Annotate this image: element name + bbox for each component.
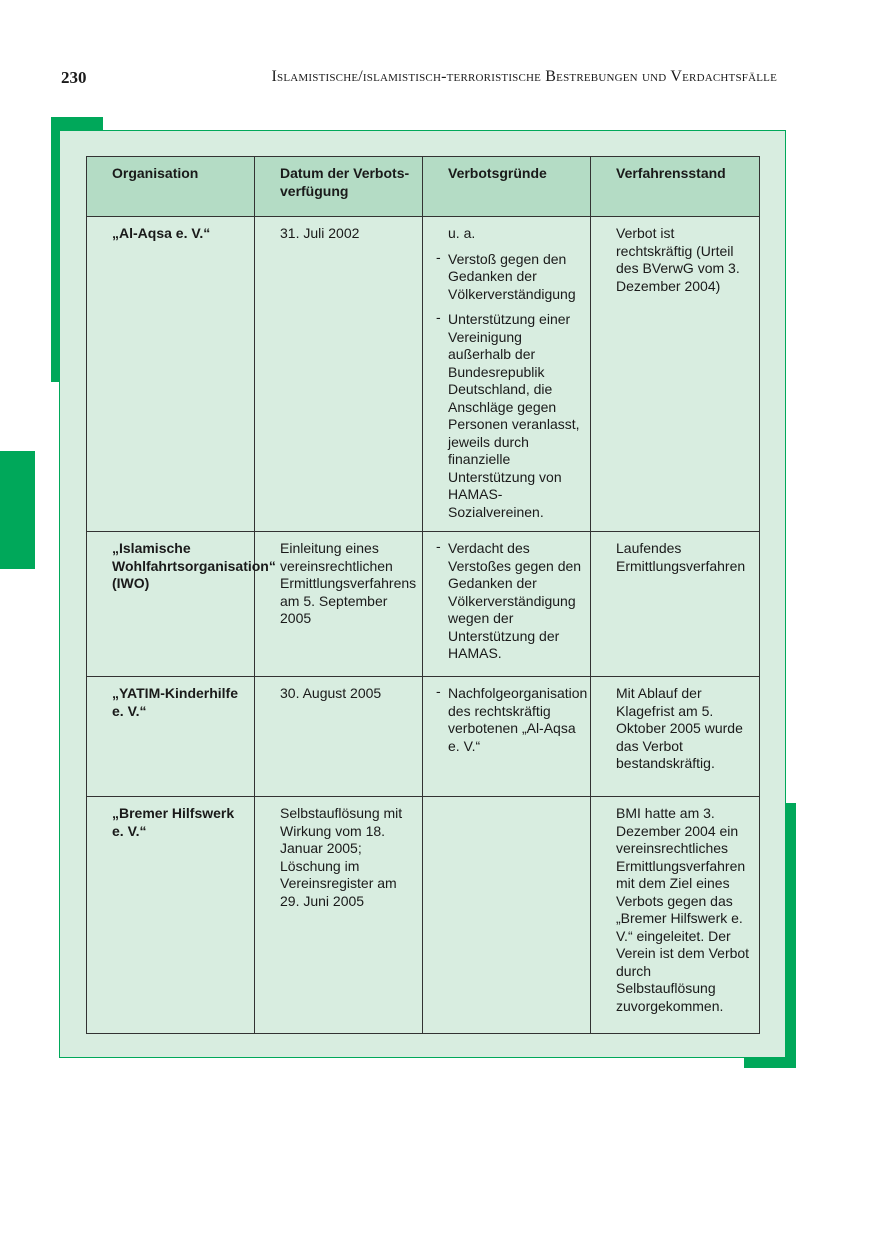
- prohibition-table: [86, 156, 760, 1034]
- cell-datum: Selbstauflösung mit Wirkung vom 18. Januar 2005; Löschung im Vereinsregister am 29. Juni 2005: [255, 797, 423, 1034]
- cell-verbotsgruende: [423, 532, 591, 677]
- column-header-verbotsgruende: Verbotsgründe: [423, 157, 591, 217]
- cell-datum: 30. August 2005: [255, 677, 423, 797]
- cell-verbotsgruende: [423, 677, 591, 797]
- table-row: [87, 532, 760, 677]
- cell-verfahrensstand: Mit Ablauf der Klagefrist am 5. Oktober 2005 wurde das Verbot bestandskräftig.: [591, 677, 760, 797]
- cell-datum: 31. Juli 2002: [255, 217, 423, 532]
- reason-item: - Unterstützung einer Vereinigung außerhalb der Bundesrepublik Deutschland, die Anschläge gegen Personen veranlasst, jeweils durch finanzielle Unterstützung von HAMAS-Sozialvereinen.: [448, 311, 582, 521]
- reason-item: - Verstoß gegen den Gedanken der Völkerverständigung: [448, 251, 582, 304]
- reason-item: - Verdacht des Verstoßes gegen den Gedanken der Völkerverständigung wegen der Unterstützung der HAMAS.: [448, 540, 582, 663]
- table-header-row: [87, 157, 760, 217]
- cell-verbotsgruende: [423, 797, 591, 1034]
- page-number: 230: [61, 68, 87, 87]
- running-header: Islamistische/islamistisch-terroristische Bestrebungen und Verdachtsfälle: [271, 68, 777, 85]
- cell-organisation: „Al-Aqsa e. V.“: [87, 217, 255, 532]
- cell-datum: Einleitung eines vereinsrechtlichen Ermittlungsverfahrens am 5. September 2005: [255, 532, 423, 677]
- reason-item: - Nachfolgeorganisation des rechtskräftig verbotenen „Al-Aqsa e. V.“: [448, 685, 582, 755]
- column-header-verfahrensstand: Verfahrensstand: [591, 157, 760, 217]
- cell-verfahrensstand: Laufendes Ermittlungsverfahren: [591, 532, 760, 677]
- column-header-datum: Datum der Verbots-verfügung: [255, 157, 423, 217]
- column-header-organisation: Organisation: [87, 157, 255, 217]
- chapter-tab: [0, 451, 35, 569]
- table-row: [87, 797, 760, 1034]
- cell-organisation: „Islamische Wohlfahrtsorganisation“ (IWO): [87, 532, 255, 677]
- cell-verfahrensstand: Verbot ist rechtskräftig (Urteil des BVerwG vom 3. Dezember 2004): [591, 217, 760, 532]
- cell-organisation: „Bremer Hilfswerk e. V.“: [87, 797, 255, 1034]
- table-row: [87, 217, 760, 532]
- cell-organisation: „YATIM-Kinderhilfe e. V.“: [87, 677, 255, 797]
- cell-verbotsgruende: [423, 217, 591, 532]
- table-panel: [59, 130, 786, 1058]
- reasons-intro: u. a.: [448, 225, 476, 241]
- cell-verfahrensstand: BMI hatte am 3. Dezember 2004 ein vereinsrechtliches Ermittlungsverfahren mit dem Ziel eines Verbots gegen das „Bremer Hilfswerk e. V.“ eingeleitet. Der Verein ist dem Verbot durch Selbstauflösung zuvorgekommen.: [591, 797, 760, 1034]
- table-row: [87, 677, 760, 797]
